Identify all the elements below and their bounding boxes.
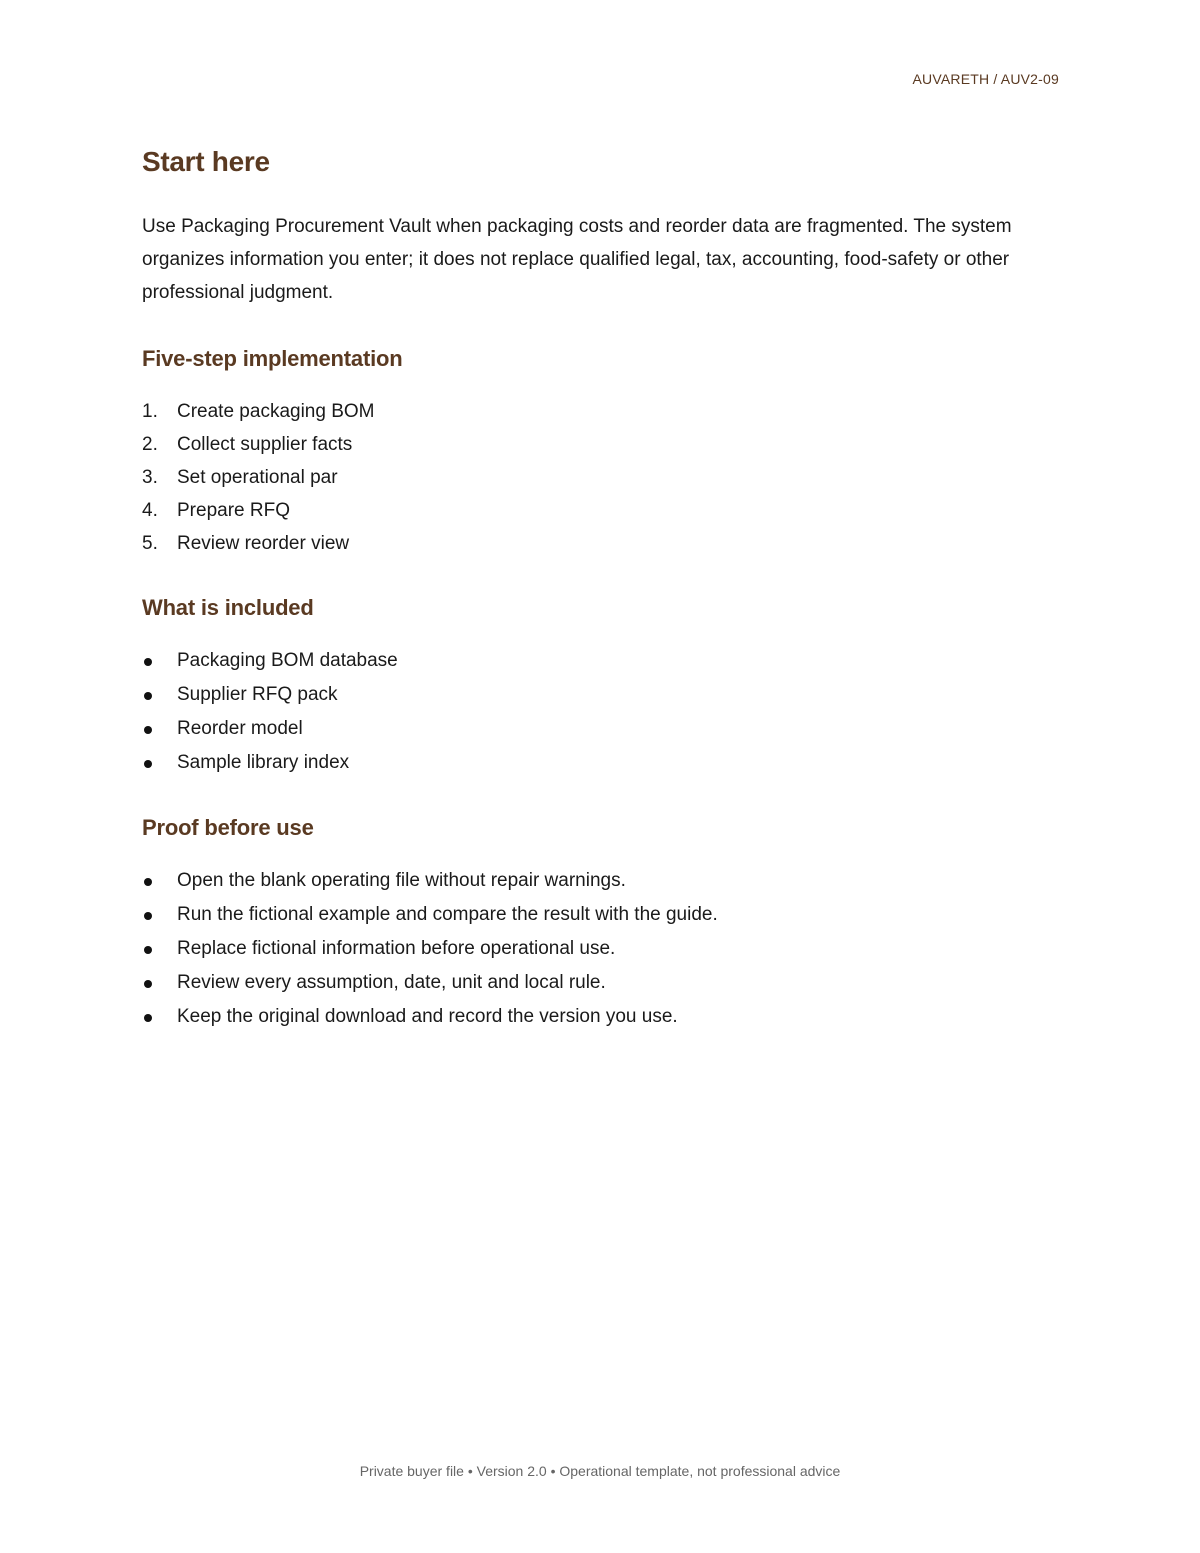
included-item: [142, 644, 1062, 678]
steps-heading: Five-step implementation: [142, 346, 403, 371]
proof-item-label: Keep the original download and record the version you use.: [177, 1006, 678, 1027]
proof-item: [142, 966, 1062, 1000]
steps-list: [142, 395, 1062, 560]
included-item-label: Supplier RFQ pack: [177, 684, 338, 705]
bullet-icon: [144, 878, 152, 886]
page-footer: Private buyer file • Version 2.0 • Operational template, not professional advice: [359, 1463, 841, 1479]
included-item: [142, 746, 1062, 780]
proof-list: [142, 864, 1062, 1034]
proof-item: [142, 864, 1062, 898]
step-item: [142, 461, 1062, 494]
proof-item-label: Open the blank operating file without repair warnings.: [177, 870, 626, 891]
bullet-icon: [144, 760, 152, 768]
included-section: [142, 593, 1062, 780]
proof-item-label: Run the fictional example and compare the result with the guide.: [177, 904, 718, 925]
step-label: Create packaging BOM: [177, 401, 375, 422]
included-item-label: Reorder model: [177, 718, 303, 739]
proof-item: [142, 932, 1062, 966]
included-heading: What is included: [142, 595, 314, 620]
bullet-icon: [144, 1014, 152, 1022]
intro-paragraph: Use Packaging Procurement Vault when packaging costs and reorder data are fragmented. The system organizes information you enter; it does not replace qualified legal, tax, accounting, food-safety or other professional judgment.: [142, 216, 1012, 303]
proof-item-label: Review every assumption, date, unit and local rule.: [177, 972, 606, 993]
proof-heading: Proof before use: [142, 815, 314, 840]
step-number: 5.: [142, 533, 158, 554]
bullet-icon: [144, 726, 152, 734]
included-item: [142, 712, 1062, 746]
step-item: [142, 395, 1062, 428]
step-number: 3.: [142, 467, 158, 488]
page-title: Start here: [142, 146, 270, 177]
document-reference: AUVARETH / AUV2-09: [912, 71, 1059, 87]
bullet-icon: [144, 692, 152, 700]
proof-item: [142, 1000, 1062, 1034]
bullet-icon: [144, 658, 152, 666]
step-number: 1.: [142, 401, 158, 422]
step-number: 4.: [142, 500, 158, 521]
bullet-icon: [144, 946, 152, 954]
bullet-icon: [144, 912, 152, 920]
step-label: Prepare RFQ: [177, 500, 290, 521]
steps-section: [142, 344, 1062, 560]
step-item: [142, 428, 1062, 461]
included-item-label: Sample library index: [177, 752, 350, 773]
step-label: Review reorder view: [177, 533, 350, 554]
step-number: 2.: [142, 434, 158, 455]
step-item: [142, 527, 1062, 560]
included-item-label: Packaging BOM database: [177, 650, 398, 671]
proof-section: [142, 813, 1062, 1034]
proof-item: [142, 898, 1062, 932]
bullet-icon: [144, 980, 152, 988]
step-label: Collect supplier facts: [177, 434, 353, 455]
included-list: [142, 644, 1062, 780]
main-content: [142, 140, 1062, 1034]
included-item: [142, 678, 1062, 712]
step-item: [142, 494, 1062, 527]
proof-item-label: Replace fictional information before operational use.: [177, 938, 616, 959]
step-label: Set operational par: [177, 467, 338, 488]
